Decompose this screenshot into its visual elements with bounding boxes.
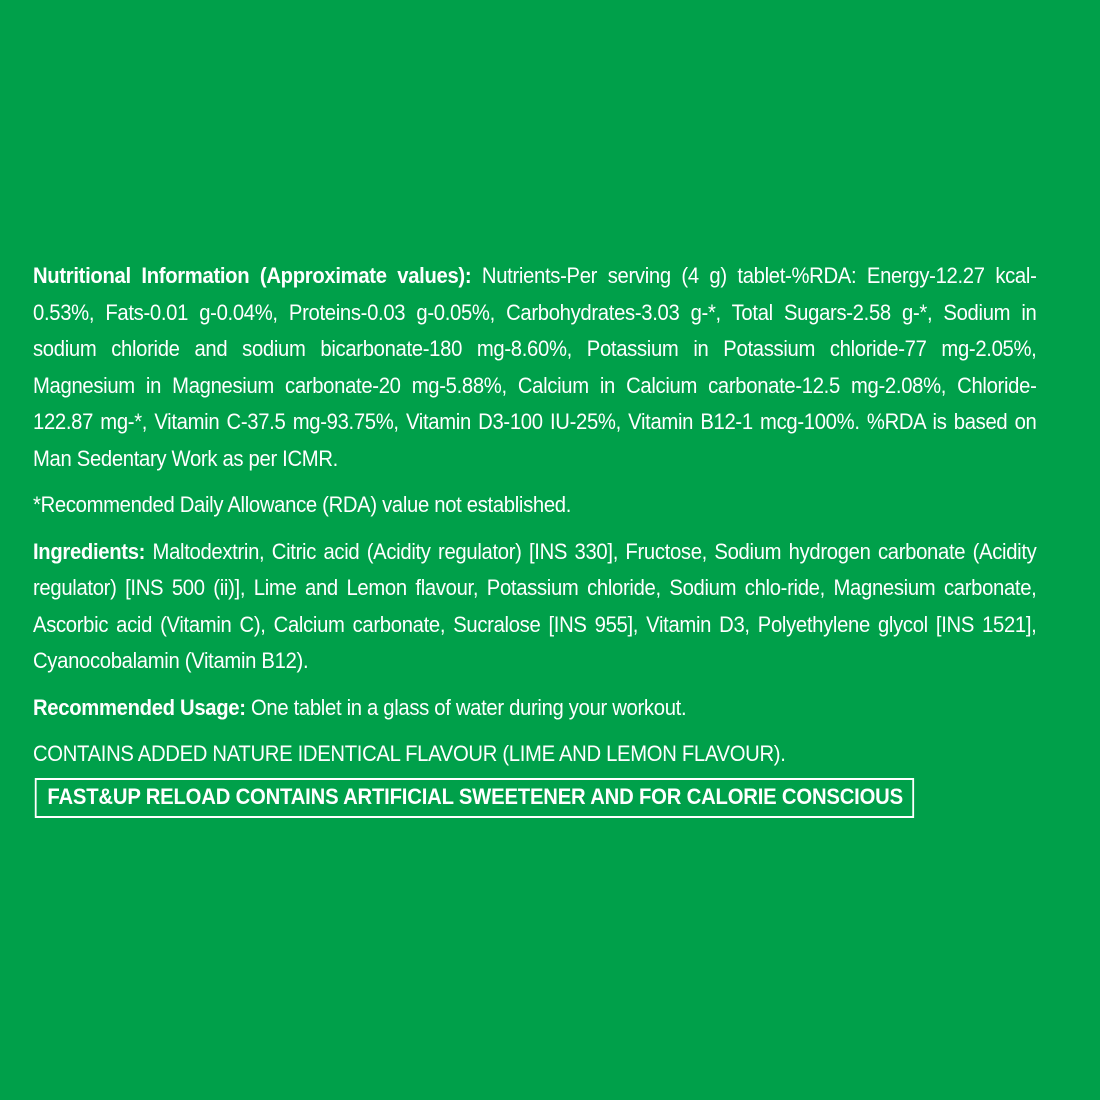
warning-wrapper <box>33 778 1037 818</box>
usage-paragraph <box>33 690 1037 727</box>
usage-heading: Recommended Usage: <box>33 694 246 720</box>
ingredients-text: Maltodextrin, Citric acid (Acidity regulator) [INS 330], Fructose, Sodium hydrogen carbonate (Acidity regulator) [INS 500 (ii)], Lime and Lemon flavour, Potassium chloride, Sodium chlo-ride, Magnesium carbonate, Ascorbic acid (Vitamin C), Calcium carbonate, Sucralose [INS 955], Vitamin D3, Polyethylene glycol [INS 1521], Cyanocobalamin (Vitamin B12). <box>33 538 1037 673</box>
rda-note: *Recommended Daily Allowance (RDA) value not established. <box>33 492 572 517</box>
ingredients-heading: Ingredients: <box>33 538 146 564</box>
usage-text: One tablet in a glass of water during your workout. <box>245 694 687 720</box>
ingredients-paragraph <box>33 534 1037 680</box>
flavour-note: CONTAINS ADDED NATURE IDENTICAL FLAVOUR (LIME AND LEMON FLAVOUR). <box>33 741 786 766</box>
nutrition-paragraph <box>33 258 1037 477</box>
nutrition-text: Nutrients-Per serving (4 g) tablet-%RDA: Energy-12.27 kcal-0.53%, Fats-0.01 g-0.04%, Proteins-0.03 g-0.05%, Carbohydrates-3.03 g-*, Total Sugars-2.58 g-*, Sodium in sodium chloride and sodium bicarbonate-180 mg-8.60%, Potassium in Potassium chloride-77 mg-2.05%, Magnesium in Magnesium carbonate-20 mg-5.88%, Calcium in Calcium carbonate-12.5 mg-2.08%, Chloride-122.87 mg-*, Vitamin C-37.5 mg-93.75%, Vitamin D3-100 IU-25%, Vitamin B12-1 mcg-100%. %RDA is based on Man Sedentary Work as per ICMR. <box>33 263 1037 471</box>
sweetener-warning-box: FAST&UP RELOAD CONTAINS ARTIFICIAL SWEETENER AND FOR CALORIE CONSCIOUS <box>35 778 914 818</box>
label-content <box>33 258 1037 818</box>
nutrition-heading: Nutritional Information (Approximate values): <box>33 263 472 288</box>
